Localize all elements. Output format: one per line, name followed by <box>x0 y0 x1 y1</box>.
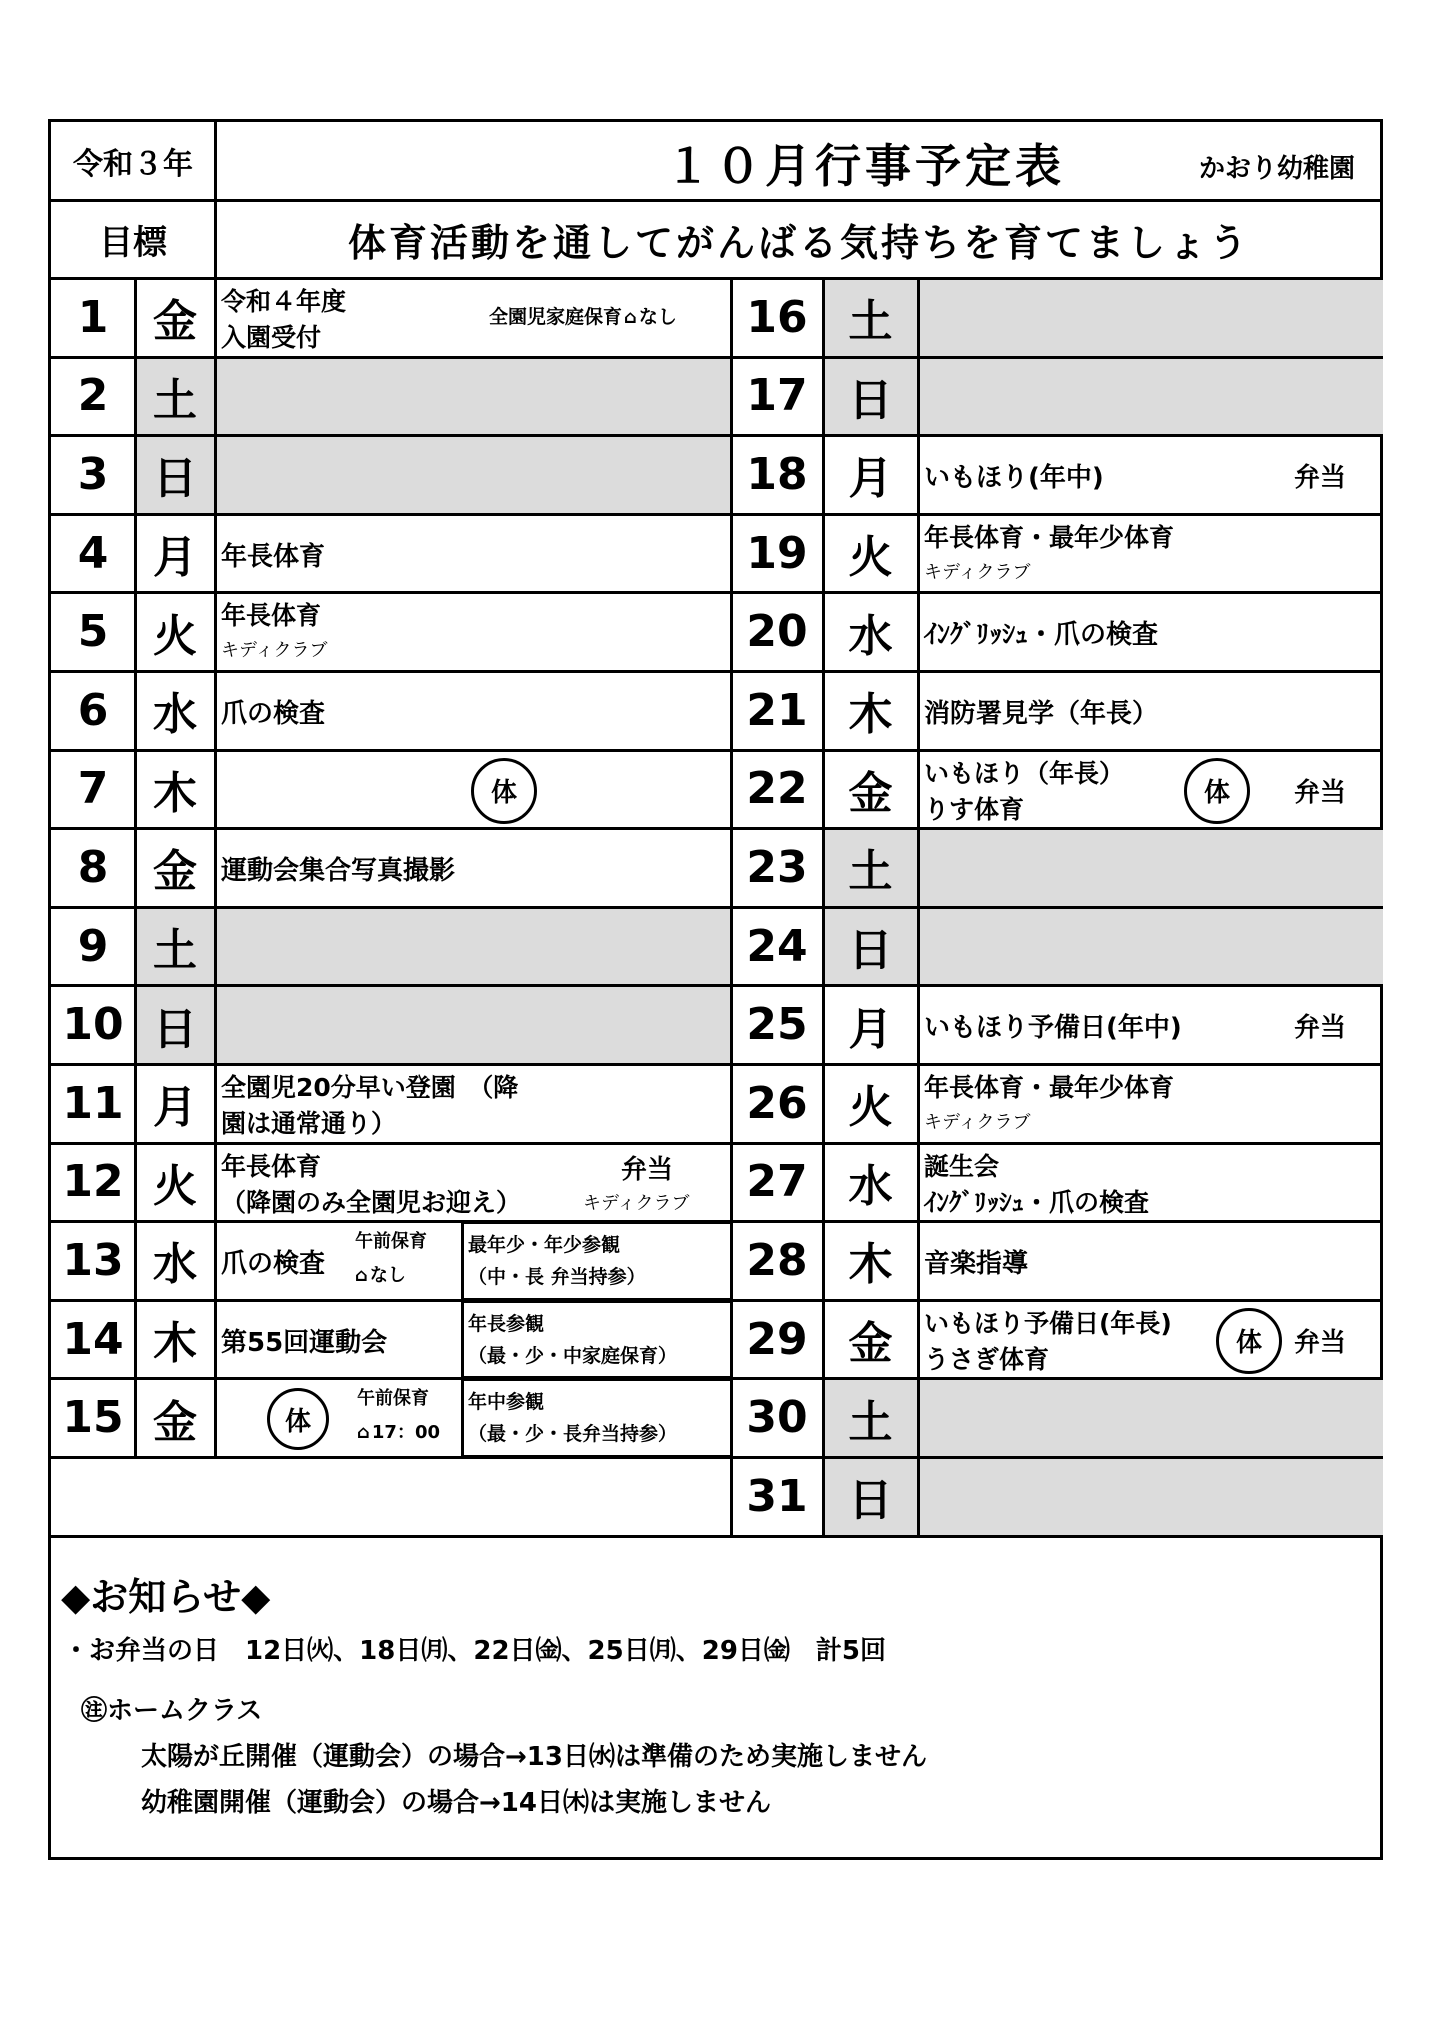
event-cell <box>918 357 1383 436</box>
event-text: 第55回運動会 <box>221 1327 388 1358</box>
weekday-cell: 金 <box>153 1396 197 1448</box>
grid-hline <box>51 513 1383 516</box>
weekday-cell: 水 <box>153 1239 197 1291</box>
day-number: 18 <box>746 448 808 500</box>
day-number: 22 <box>746 763 808 815</box>
event-cell <box>215 907 731 986</box>
grid-vline <box>730 278 733 1536</box>
event-cell <box>918 514 1383 593</box>
visitation-title: 年中参観 <box>468 1391 545 1414</box>
visitation-detail: （中・長 弁当持参） <box>468 1266 646 1289</box>
day-number: 15 <box>62 1392 124 1444</box>
day-number: 25 <box>746 999 808 1051</box>
grid-hline <box>51 356 1383 359</box>
weekday-cell: 日 <box>135 985 215 1064</box>
grid-hline <box>51 1535 1383 1538</box>
goal-label: 目標 <box>99 222 167 263</box>
pe-circle-icon: 体 <box>267 1388 329 1450</box>
morning-care-note: 午前保育 <box>355 1231 427 1253</box>
weekday-cell: 月 <box>848 1003 893 1055</box>
day-number: 1 <box>77 291 109 343</box>
kiddy-club-note: キディクラブ <box>924 1112 1031 1133</box>
event-line-2: 入園受付 <box>221 323 322 352</box>
era-cell <box>51 122 215 200</box>
event-cell <box>215 1378 731 1457</box>
visitation-detail: （最・少・長弁当持参） <box>468 1423 678 1446</box>
house-icon: ⌂ <box>624 307 637 328</box>
title-cell <box>215 122 1383 200</box>
kiddy-club-note: キディクラブ <box>221 640 328 662</box>
house-icon: ⌂ <box>355 1265 368 1287</box>
event-cell <box>918 671 1383 750</box>
grid-hline <box>51 1377 1383 1380</box>
grid-hline <box>51 1220 1383 1223</box>
weekday-cell: 月 <box>848 453 893 505</box>
weekday-cell: 土 <box>823 1378 918 1457</box>
grid-hline <box>51 749 1383 752</box>
grid-hline <box>51 434 1383 437</box>
event-line-2: ｲﾝｸﾞﾘｯｼｭ・爪の検査 <box>924 1187 1150 1217</box>
event-cell <box>918 1300 1383 1379</box>
day-number: 8 <box>77 841 109 893</box>
visitation-box <box>461 1221 733 1301</box>
grid-vline <box>134 278 137 1457</box>
event-text: 音楽指導 <box>924 1249 1029 1280</box>
weekday-cell: 金 <box>848 1318 893 1370</box>
event-cell <box>918 1457 1383 1536</box>
event-text: いもほり予備日(年中) <box>924 1013 1182 1044</box>
event-text: 消防署見学（年長） <box>924 699 1159 729</box>
kiddy-club-note: キディクラブ <box>583 1192 690 1214</box>
lunch-label: 弁当 <box>1294 777 1347 808</box>
event-cell <box>215 828 731 907</box>
day-number: 21 <box>746 684 808 736</box>
event-cell <box>918 592 1383 671</box>
visitation-box <box>461 1300 733 1380</box>
day-number: 29 <box>746 1313 808 1365</box>
event-cell <box>215 985 731 1064</box>
lunch-label: 弁当 <box>1294 1013 1347 1044</box>
schedule-sheet <box>48 119 1383 1860</box>
event-line-1: 年長体育 <box>221 601 322 631</box>
weekday-cell: 木 <box>848 1239 893 1291</box>
pickup-note: ⌂ 17：00 <box>357 1422 440 1444</box>
weekday-cell: 水 <box>848 610 893 662</box>
grid-hline <box>51 1142 1383 1145</box>
weekday-cell: 水 <box>153 689 197 741</box>
event-line-1: 令和４年度 <box>221 287 347 316</box>
grid-vline <box>822 278 825 1536</box>
weekday-cell: 火 <box>848 1082 893 1134</box>
event-cell <box>918 1378 1383 1457</box>
event-text: 爪の検査 <box>221 1249 326 1280</box>
weekday-cell: 火 <box>153 610 197 662</box>
day-number: 19 <box>746 527 808 579</box>
event-line-1: 年長体育 <box>221 1151 322 1181</box>
event-cell <box>918 435 1383 514</box>
day-number: 11 <box>62 1077 124 1129</box>
event-cell <box>215 750 731 829</box>
weekday-cell: 木 <box>848 689 893 741</box>
event-cell <box>215 435 731 514</box>
event-text: 運動会集合写真撮影 <box>221 856 456 887</box>
day-number: 17 <box>746 370 808 422</box>
event-line-1: いもほり予備日(年長) <box>924 1308 1172 1338</box>
pe-circle-icon: 体 <box>1184 758 1250 824</box>
day-number: 20 <box>746 606 808 658</box>
event-line-2: 園は通常通り） <box>221 1109 397 1138</box>
weekday-cell: 土 <box>135 357 215 436</box>
event-cell <box>215 1064 731 1143</box>
day-number: 6 <box>77 684 109 736</box>
day-number: 31 <box>746 1470 808 1522</box>
weekday-cell: 火 <box>848 532 893 584</box>
grid-hline <box>51 591 1383 594</box>
day-number: 16 <box>746 291 808 343</box>
day-number: 9 <box>77 920 109 972</box>
grid-hline <box>51 277 1383 280</box>
event-cell <box>215 671 731 750</box>
day-number: 3 <box>77 448 109 500</box>
pickup-note: ⌂ なし <box>355 1265 406 1287</box>
event-line-2: （降園のみ全園児お迎え） <box>221 1187 522 1217</box>
event-text: 爪の検査 <box>221 699 326 729</box>
home-class-heading: ㊟ホームクラス <box>81 1696 263 1726</box>
school-name: かおり幼稚園 <box>1199 154 1356 184</box>
event-line-2: うさぎ体育 <box>924 1344 1050 1374</box>
event-line-1: 年長体育・最年少体育 <box>924 1073 1175 1102</box>
visitation-box <box>461 1378 733 1458</box>
visitation-detail: （最・少・中家庭保育） <box>468 1344 678 1367</box>
event-cell <box>918 1143 1383 1222</box>
day-number: 5 <box>77 606 109 658</box>
day-number: 24 <box>746 920 808 972</box>
goal-label-cell <box>51 200 215 278</box>
grid-hline <box>51 670 1383 673</box>
weekday-cell: 日 <box>823 357 918 436</box>
grid-hline <box>51 1456 1383 1459</box>
event-line-1: いもほり（年長） <box>924 758 1125 788</box>
event-line-1: 誕生会 <box>924 1151 1000 1181</box>
day-number: 26 <box>746 1077 808 1129</box>
grid-hline <box>51 827 1383 830</box>
grid-vline <box>917 278 920 1536</box>
event-cell <box>918 278 1383 357</box>
pe-circle-icon: 体 <box>471 758 537 824</box>
weekday-cell: 土 <box>823 278 918 357</box>
grid-hline <box>51 1299 1383 1302</box>
day-number: 12 <box>62 1156 124 1208</box>
event-text: 年長体育 <box>221 541 326 572</box>
home-class-line-1: 太陽が丘開催（運動会）の場合→13日㈬は準備のため実施しません <box>141 1742 927 1772</box>
event-cell <box>918 1221 1383 1300</box>
day-number: 7 <box>77 763 109 815</box>
event-text: ｲﾝｸﾞﾘｯｼｭ・爪の検査 <box>924 620 1159 651</box>
notices-heading: ◆お知らせ◆ <box>61 1575 271 1619</box>
event-line-1: 年長体育・最年少体育 <box>924 522 1175 552</box>
weekday-cell: 水 <box>848 1160 893 1212</box>
event-cell <box>215 1300 731 1379</box>
home-care-note: 全園児家庭保育 ⌂ なし <box>489 306 677 328</box>
event-cell <box>215 1221 731 1300</box>
event-text: いもほり(年中) <box>924 463 1104 494</box>
goal-text: 体育活動を通してがんばる気持ちを育てましょう <box>347 220 1250 265</box>
morning-care-note: 午前保育 <box>357 1388 429 1410</box>
pe-circle-icon: 体 <box>1216 1308 1282 1374</box>
event-cell <box>918 985 1383 1064</box>
weekday-cell: 日 <box>135 435 215 514</box>
grid-hline <box>51 1063 1383 1066</box>
grid-vline <box>214 278 217 1457</box>
event-cell <box>918 828 1383 907</box>
event-line-2: りす体育 <box>924 794 1025 824</box>
weekday-cell: 金 <box>848 767 893 819</box>
event-line-1: 全園児20分早い登園 （降 <box>221 1073 519 1102</box>
event-cell <box>918 907 1383 986</box>
event-cell <box>215 592 731 671</box>
day-number: 13 <box>62 1234 124 1286</box>
grid-hline <box>51 906 1383 909</box>
lunch-label: 弁当 <box>621 1154 674 1185</box>
grid-vline <box>214 122 217 278</box>
weekday-cell: 日 <box>823 1457 918 1536</box>
weekday-cell: 木 <box>153 767 197 819</box>
visitation-title: 年長参観 <box>468 1312 545 1335</box>
event-cell <box>215 514 731 593</box>
day-number: 10 <box>62 999 124 1051</box>
event-cell <box>215 278 731 357</box>
page-title: １０月行事予定表 <box>665 139 1065 193</box>
event-cell <box>918 750 1383 829</box>
visitation-title: 最年少・年少参観 <box>468 1234 621 1257</box>
weekday-cell: 金 <box>153 296 197 348</box>
event-cell <box>215 1143 731 1222</box>
event-cell <box>215 357 731 436</box>
kiddy-club-note: キディクラブ <box>924 561 1031 583</box>
day-number: 14 <box>62 1313 124 1365</box>
grid-hline <box>51 199 1383 202</box>
day-number: 23 <box>746 841 808 893</box>
day-number: 28 <box>746 1234 808 1286</box>
weekday-cell: 土 <box>135 907 215 986</box>
bento-days: ・お弁当の日 12日㈫、18日㈪、22日㈮、25日㈪、29日㈮ 計5回 <box>63 1636 886 1666</box>
weekday-cell: 木 <box>153 1318 197 1370</box>
day-number: 30 <box>746 1392 808 1444</box>
weekday-cell: 火 <box>153 1160 197 1212</box>
day-number: 27 <box>746 1156 808 1208</box>
lunch-label: 弁当 <box>1294 1327 1347 1358</box>
day-number: 4 <box>77 527 109 579</box>
weekday-cell: 月 <box>153 532 197 584</box>
weekday-cell: 月 <box>153 1082 197 1134</box>
day-number: 2 <box>77 370 109 422</box>
goal-cell <box>215 200 1383 278</box>
weekday-cell: 土 <box>823 828 918 907</box>
home-class-line-2: 幼稚園開催（運動会）の場合→14日㈭は実施しません <box>141 1788 771 1818</box>
weekday-cell: 日 <box>823 907 918 986</box>
event-cell <box>918 1064 1383 1143</box>
lunch-label: 弁当 <box>1294 463 1347 494</box>
era-label: 令和３年 <box>73 147 193 182</box>
house-icon: ⌂ <box>357 1422 370 1444</box>
grid-hline <box>51 984 1383 987</box>
weekday-cell: 金 <box>153 846 197 898</box>
